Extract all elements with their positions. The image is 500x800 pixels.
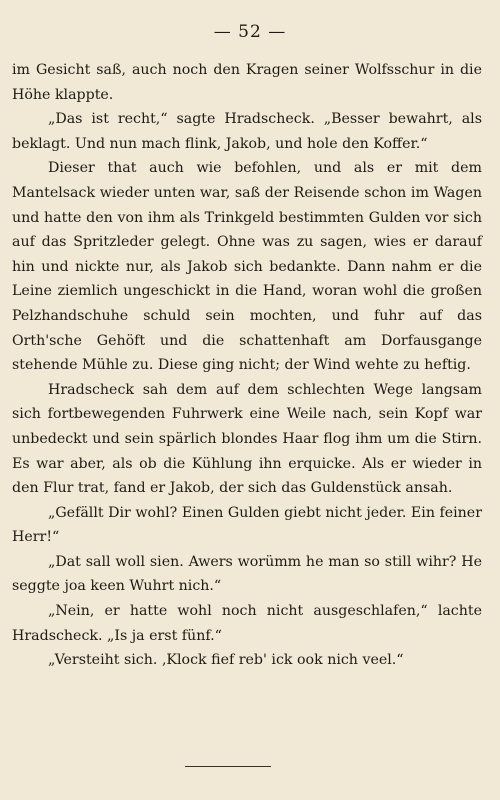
paragraph: „Nein, er hatte wohl noch nicht ausgeschlafen,“ lachte Hradscheck. „Is ja erst fünf.“: [12, 603, 482, 644]
page-number: — 52 —: [213, 22, 287, 42]
footer-divider: [185, 766, 271, 767]
paragraph: Dieser that auch wie befohlen, und als er mit dem Mantelsack wieder unten war, saß der Reisende schon im Wagen und hatte den von ihm als Trinkgeld bestimmten Gulden vor sich auf das Spritzleder gelegt. Ohne was zu sagen, wies er darauf hin und nickte nur, als Jakob sich bedankte. Dann nahm er die Leine ziemlich ungeschickt in die Hand, woran wohl die großen Pelzhandschuhe schuld sein mochten, und fuhr auf das Orth'sche Gehöft und die schattenhaft am Dorfausgange stehende Mühle zu. Diese ging nicht; der Wind wehte zu heftig.: [12, 160, 482, 374]
paragraph: „Versteiht sich. ‚Klock fief reb' ick ook nich veel.“: [48, 652, 404, 669]
paragraph: Hradscheck sah dem auf dem schlechten Wege langsam sich fortbewegenden Fuhrwerk eine Weile nach, sein Kopf war unbedeckt und sein spärlich blondes Haar flog ihm um die Stirn. Es war aber, als ob die Kühlung ihn erquicke. Als er wieder in den Flur trat, fand er Jakob, der sich das Guldenstück ansah.: [12, 381, 482, 497]
body-text: [12, 58, 482, 673]
paragraph: „Gefällt Dir wohl? Einen Gulden giebt nicht jeder. Ein feiner Herr!“: [12, 504, 482, 546]
paragraph: „Das ist recht,“ sagte Hradscheck. „Besser bewahrt, als beklagt. Und nun mach flink, Jakob, und hole den Koffer.“: [12, 111, 482, 152]
paragraph: „Dat sall woll sien. Awers worümm he man so still wihr? He seggte joa keen Wuhrt nich.“: [12, 553, 482, 595]
paragraph: im Gesicht saß, auch noch den Kragen seiner Wolfsschur in die Höhe klappte.: [12, 62, 482, 103]
